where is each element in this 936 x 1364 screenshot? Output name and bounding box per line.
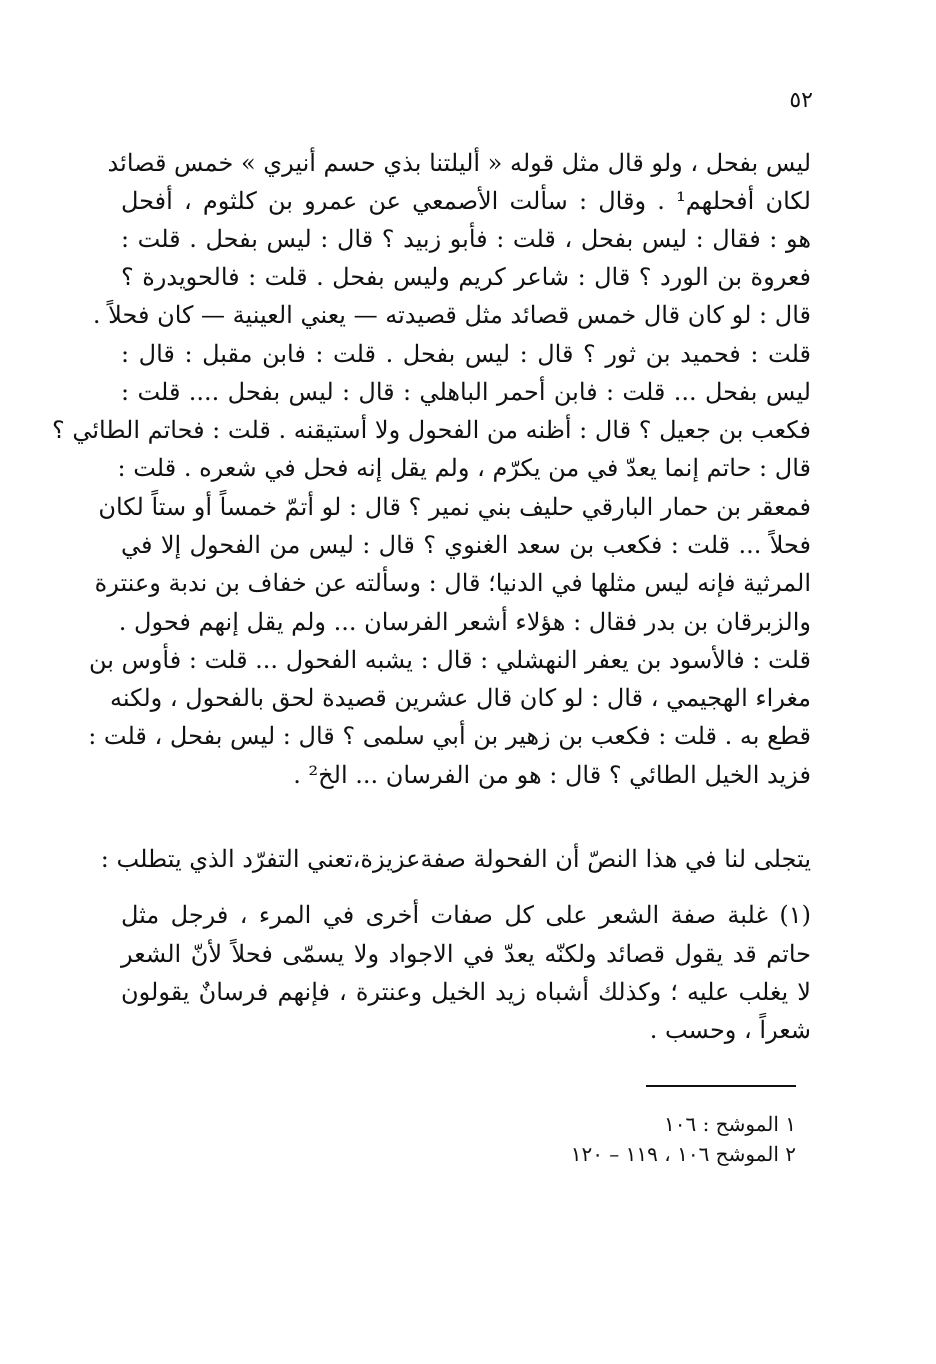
text-line: المرثية فإنه ليس مثلها في الدنيا؛ قال : وسألته عن خفاف بن ندبة وعنترة [94,569,811,597]
text-line: فزيد الخيل الطائي ؟ قال : هو من الفرسان ... الخ² . [293,761,811,789]
text-line: فحلاً ... قلت : فكعب بن سعد الغنوي ؟ قال : ليس من الفحول إلا في [121,531,811,559]
text-line: لا يغلب عليه ؛ وكذلك أشباه زيد الخيل وعنترة ، فإنهم فرسانٌ يقولون [121,978,811,1006]
footnote: ١ الموشح : ١٠٦ [663,1112,796,1136]
text-line: ليس بفحل ، ولو قال مثل قوله « أليلتنا بذي حسم أنيري » خمس قصائد [107,149,811,177]
text-line: قلت : فحميد بن ثور ؟ قال : ليس بفحل . قلت : فابن مقبل : قال : [121,340,811,368]
text-line: والزبرقان بن بدر فقال : هؤلاء أشعر الفرسان ... ولم يقل إنهم فحول . [118,608,811,636]
text-line: قال : حاتم إنما يعدّ في من يكرّم ، ولم يقل إنه فحل في شعره . قلت : [117,454,811,482]
text-line: شعراً ، وحسب . [649,1016,811,1044]
text-line: فكعب بن جعيل ؟ قال : أظنه من الفحول ولا أستيقنه . قلت : فحاتم الطائي ؟ [51,416,811,444]
text-line: قال : لو كان قال خمس قصائد مثل قصيدته — يعني العينية — كان فحلاً . [92,301,811,329]
footnote-divider [646,1085,796,1087]
footnote: ٢ الموشح ١٠٦ ، ١١٩ – ١٢٠ [570,1142,796,1166]
text-line: مغراء الهجيمي ، قال : لو كان قال عشرين قصيدة لحق بالفحول ، ولكنه [109,684,811,712]
text-line: هو : فقال : ليس بفحل ، قلت : فأبو زبيد ؟ قال : ليس بفحل . قلت : [121,225,811,253]
text-line: قطع به . قلت : فكعب بن زهير بن أبي سلمى ؟ قال : ليس بفحل ، قلت : [88,722,811,750]
text-line: قلت : فالأسود بن يعفر النهشلي : قال : يشبه الفحول ... قلت : فأوس بن [88,646,811,674]
text-line: لكان أفحلهم¹ . وقال : سألت الأصمعي عن عمرو بن كلثوم ، أفحل [121,187,811,215]
text-line: فعروة بن الورد ؟ قال : شاعر كريم وليس بفحل . قلت : فالحويدرة ؟ [121,263,811,291]
text-line: حاتم قد يقول قصائد ولكنّه يعدّ في الاجواد ولا يسمّى فحلاً لأنّ الشعر [121,940,811,968]
text-line: ليس بفحل ... قلت : فابن أحمر الباهلي : قال : ليس بفحل .... قلت : [121,378,811,406]
intro-line: يتجلى لنا في هذا النصّ أن الفحولة صفةعزيزة،تعني التفرّد الذي يتطلب : [100,845,811,873]
text-line: (١) غلبة صفة الشعر على كل صفات أخرى في المرء ، فرجل مثل [121,901,811,929]
text-line: فمعقر بن حمار البارقي حليف بني نمير ؟ قال : لو أتمّ خمساً أو ستاً لكان [98,493,811,521]
page-number: ٥٢ [789,88,813,113]
